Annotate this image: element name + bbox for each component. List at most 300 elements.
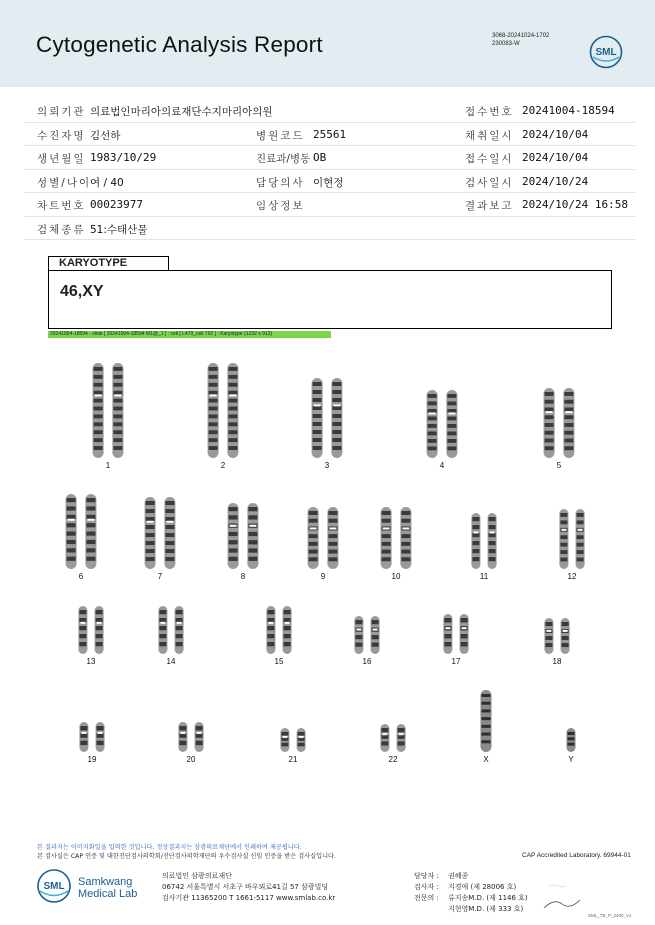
- chromosome-band: [96, 610, 103, 614]
- info-row: [24, 193, 636, 217]
- chromosome-band: [545, 622, 552, 626]
- chromosome-band: [332, 430, 341, 434]
- centromere: [445, 627, 450, 629]
- chromosome-band: [355, 620, 362, 624]
- centromere: [382, 733, 387, 735]
- chromosome-band: [97, 741, 104, 746]
- chromosome-band: [328, 511, 337, 515]
- chromosome-band: [179, 726, 186, 731]
- chromosome-band: [428, 439, 437, 443]
- centromere: [546, 630, 551, 632]
- chromosome-band: [372, 643, 379, 647]
- chromosome-band: [372, 635, 379, 639]
- chromosome-band: [372, 620, 379, 624]
- chromosome-band: [313, 414, 322, 418]
- patient-info-table: [24, 99, 636, 240]
- chromosome-band: [94, 422, 103, 426]
- hospital-code-label: 병원코드: [256, 129, 305, 142]
- chromosome-band: [209, 414, 218, 418]
- centromere: [114, 394, 121, 396]
- centromere: [563, 630, 568, 632]
- staff-row: [414, 893, 528, 904]
- chromosome-band: [209, 446, 218, 450]
- chromosome-band: [209, 367, 218, 371]
- chromosome-band: [577, 520, 584, 524]
- chromosome-band: [165, 533, 174, 537]
- chromosome-band: [577, 550, 584, 554]
- chromosome-band: [562, 622, 569, 626]
- chromosome-band: [332, 382, 341, 386]
- chromosome-band: [113, 375, 122, 379]
- chromosome-pair-4: [427, 390, 458, 470]
- chromosome-band: [447, 439, 456, 443]
- chromosome-pair-8: [228, 503, 259, 581]
- chromosome-pair-14: [158, 606, 183, 666]
- chromosome-band: [382, 519, 391, 523]
- chromosome-pair-22: [380, 724, 405, 764]
- chromosome-band: [196, 741, 203, 746]
- centromere: [299, 736, 304, 738]
- centromere: [565, 411, 572, 413]
- centromere: [97, 622, 102, 624]
- chromosome-pair-12: [559, 509, 584, 581]
- centromere: [68, 519, 75, 521]
- centromere: [462, 627, 467, 629]
- karyotype-result: 46,XY: [60, 283, 104, 300]
- chromosome-band: [545, 636, 552, 640]
- centromere: [448, 412, 455, 414]
- specimen-label: 검체종류: [37, 223, 86, 236]
- chromosome-band: [428, 394, 437, 398]
- chromosome-band: [113, 430, 122, 434]
- chromosome-band: [472, 517, 479, 521]
- chromosome-band: [209, 422, 218, 426]
- staff-row: [414, 904, 528, 915]
- staff-role: 담당자 :: [414, 872, 439, 880]
- chromosome-band: [97, 733, 104, 738]
- chromosome-band: [577, 558, 584, 562]
- chromosome-band: [568, 732, 575, 735]
- chromosome-band: [159, 634, 166, 638]
- chromosome-band: [545, 408, 554, 412]
- chromosome-band: [165, 501, 174, 505]
- karyotype-result-box: [48, 270, 612, 329]
- chromosome-band: [248, 515, 257, 519]
- chromosome-band: [472, 541, 479, 545]
- chromosome-band: [447, 394, 456, 398]
- chromosome-band: [209, 391, 218, 395]
- chromosome-pair-1: [93, 363, 124, 470]
- chromosome-band: [381, 735, 388, 739]
- chromosome-band: [489, 533, 496, 537]
- centromere: [402, 527, 409, 529]
- chromosome-band: [146, 541, 155, 545]
- chromosome-band: [165, 557, 174, 561]
- chromosome-band: [401, 542, 410, 546]
- chromosome-band: [313, 382, 322, 386]
- dob-value: 1983/10/29: [90, 151, 157, 164]
- chromosome-band: [447, 409, 456, 413]
- chromosome-band: [165, 541, 174, 545]
- centromere: [166, 521, 173, 523]
- chromosome-band: [489, 517, 496, 521]
- chromosome-band: [67, 532, 76, 536]
- centromere: [333, 404, 340, 406]
- centromere: [356, 629, 361, 631]
- chart-no-value: 00023977: [90, 198, 143, 211]
- receipt-no-value: 20241004-18594: [522, 104, 615, 117]
- chromosome-band: [209, 407, 218, 411]
- chromosome-band: [209, 375, 218, 379]
- chromosome-pair-20: [178, 722, 203, 764]
- chromosome-band: [94, 414, 103, 418]
- cap-accreditation: CAP Accredited Laboratory. 69944-01: [522, 852, 631, 859]
- chromosome-band: [146, 557, 155, 561]
- chromosome-band: [113, 367, 122, 371]
- chromosome-band: [159, 610, 166, 614]
- chromosome-band: [86, 540, 95, 544]
- lab-contact: 검사기관 11365200 T 1661-5117 www.smlab.co.kr: [162, 894, 336, 902]
- chromosome-band: [564, 439, 573, 443]
- chromosome-band: [401, 534, 410, 538]
- sex-age-value: 여 / 40: [90, 176, 124, 189]
- chromosome-label: 6: [78, 572, 84, 581]
- chromosome-band: [179, 733, 186, 738]
- receipt-no-label: 접수번호: [465, 106, 514, 118]
- centromere: [80, 622, 85, 624]
- info-row: [24, 170, 636, 194]
- patient-value: 김선하: [90, 129, 121, 142]
- chromosome-band: [355, 635, 362, 639]
- samkwang-logo: [36, 868, 72, 904]
- collection-date-label: 채취일시: [465, 129, 514, 142]
- chromosome-band: [86, 548, 95, 552]
- sml-logo: [589, 35, 623, 69]
- chromosome-band: [113, 446, 122, 450]
- chromosome-pair-16: [354, 616, 379, 666]
- chromosome-band: [267, 642, 274, 646]
- chromosome-band: [309, 534, 318, 538]
- chromosome-band: [401, 557, 410, 561]
- chromosome-band: [472, 557, 479, 561]
- brand-line1: Samkwang: [78, 876, 133, 888]
- chromosome-band: [79, 626, 86, 630]
- result-report-label: 결과보고: [465, 200, 514, 212]
- centromere: [95, 394, 102, 396]
- chromosome-pair-13: [78, 606, 103, 666]
- collection-date-value: 2024/10/04: [522, 127, 589, 141]
- chromosome-band: [113, 383, 122, 387]
- chromosome-band: [67, 557, 76, 561]
- chromosome-band: [313, 438, 322, 442]
- chromosome-band: [67, 548, 76, 552]
- chromosome-band: [482, 740, 491, 743]
- chromosome-band: [472, 549, 479, 553]
- centromere: [546, 411, 553, 413]
- chromosome-band: [560, 558, 567, 562]
- chromosome-band: [545, 423, 554, 427]
- chromosome-band: [267, 610, 274, 614]
- chromosome-band: [560, 520, 567, 524]
- chromosome-band: [284, 634, 291, 638]
- lab-org: 의료법인 삼광의료재단: [162, 872, 232, 880]
- chromosome-band: [313, 406, 322, 410]
- chromosome-band: [284, 626, 291, 630]
- chromosome-band: [86, 557, 95, 561]
- chromosome-band: [428, 447, 437, 451]
- chromosome-band: [146, 549, 155, 553]
- clinical-info-label: 임상정보: [256, 200, 305, 212]
- chromosome-band: [94, 391, 103, 395]
- centromere: [249, 525, 256, 527]
- chromosome-band: [94, 375, 103, 379]
- staff-role: 전문의 :: [414, 894, 439, 902]
- chromosome-band: [447, 417, 456, 421]
- chromosome-band: [113, 391, 122, 395]
- chromosome-band: [228, 407, 237, 411]
- centromere: [329, 527, 336, 529]
- chromosome-band: [79, 634, 86, 638]
- chromosome-band: [482, 694, 491, 697]
- received-date-value: 2024/10/04: [522, 151, 589, 164]
- patient-label: 수진자명: [37, 129, 86, 142]
- chromosome-band: [146, 509, 155, 513]
- info-row: [24, 99, 636, 123]
- chromosome-pair-2: [208, 363, 239, 470]
- chromosome-band: [332, 406, 341, 410]
- chromosome-pair-Y: [567, 728, 576, 764]
- chromosome-band: [328, 519, 337, 523]
- chromosome-band: [229, 532, 238, 536]
- footer-logo-text: SML: [43, 881, 65, 892]
- chromosome-band: [146, 533, 155, 537]
- chromosome-label: 5: [556, 461, 562, 470]
- chromosome-band: [176, 618, 183, 622]
- lab-street: 06742 서울특별시 서초구 바우뫼로41길 57 삼광빌딩: [162, 883, 329, 891]
- centromere: [310, 527, 317, 529]
- chromosome-label: 3: [324, 461, 330, 470]
- chromosome-label: X: [483, 755, 489, 764]
- chromosome-pair-19: [79, 722, 104, 764]
- centromere: [98, 732, 103, 734]
- chromosome-label: 22: [388, 755, 398, 764]
- staff-name: 지현영M.D. (제 333 호): [448, 905, 524, 913]
- chromosome-band: [398, 728, 405, 732]
- report-notes: [37, 843, 336, 861]
- chromosome-band: [196, 733, 203, 738]
- chromosome-band: [284, 610, 291, 614]
- chromosome-band: [229, 507, 238, 511]
- chromosome-band: [560, 550, 567, 554]
- chromosome-band: [472, 525, 479, 529]
- centromere: [230, 525, 237, 527]
- chromosome-band: [482, 717, 491, 720]
- chromosome-band: [96, 642, 103, 646]
- chromosome-band: [228, 414, 237, 418]
- centromere: [81, 732, 86, 734]
- chromosome-band: [80, 741, 87, 746]
- centromere: [210, 394, 217, 396]
- note-accreditation: 본 검사실은 CAP 인증 및 대한진단검사의학회/진단검사의학재단의 우수검사실 신임 인증을 받은 검사실입니다.: [37, 853, 336, 860]
- chromosome-pair-X: [481, 690, 492, 764]
- chromosome-band: [146, 501, 155, 505]
- centromere: [578, 529, 583, 531]
- chromosome-band: [428, 409, 437, 413]
- karyotype-tab: KARYOTYPE: [48, 256, 169, 270]
- chromosome-band: [229, 540, 238, 544]
- centromere: [160, 622, 165, 624]
- centromere: [229, 394, 236, 396]
- chromosome-band: [461, 634, 468, 639]
- doctor-value: 이현정: [313, 176, 344, 189]
- chromosome-band: [94, 407, 103, 411]
- chromosome-label: 13: [86, 657, 96, 666]
- chromosome-band: [284, 642, 291, 646]
- chromosome-band: [228, 383, 237, 387]
- chromosome-label: 11: [479, 572, 489, 581]
- chromosome-band: [428, 424, 437, 428]
- chromosome-band: [382, 557, 391, 561]
- chromosome-band: [67, 540, 76, 544]
- chromosome-label: 7: [157, 572, 163, 581]
- report-header: [0, 0, 655, 87]
- chromosome-label: 21: [288, 755, 298, 764]
- staff-name: 류지송M.D. (제 1146 호): [448, 894, 528, 902]
- chromosome-band: [113, 407, 122, 411]
- chromosome-band: [113, 414, 122, 418]
- chromosome-band: [298, 732, 305, 736]
- chromosome-pair-7: [145, 497, 176, 581]
- chromosome-band: [229, 515, 238, 519]
- chromosome-band: [248, 548, 257, 552]
- report-meta-line2: 230083-W: [492, 41, 520, 47]
- chromosome-band: [461, 642, 468, 647]
- chromosome-pair-15: [266, 606, 291, 666]
- chromosome-band: [444, 642, 451, 647]
- received-date-label: 접수일시: [465, 153, 514, 165]
- chromosome-band: [248, 557, 257, 561]
- specimen-value: 51:수태산물: [90, 223, 148, 236]
- chromosome-band: [228, 399, 237, 403]
- chromosome-band: [146, 525, 155, 529]
- chromosome-band: [461, 618, 468, 623]
- chromosome-band: [248, 507, 257, 511]
- chromosome-band: [562, 643, 569, 647]
- chromosome-label: 4: [439, 461, 445, 470]
- chromosome-band: [428, 432, 437, 436]
- chromosome-band: [79, 610, 86, 614]
- info-row: [24, 217, 636, 241]
- chromosome-band: [146, 517, 155, 521]
- chromosome-pair-6: [66, 494, 97, 581]
- chromosome-label: 14: [166, 657, 176, 666]
- chromosome-band: [309, 542, 318, 546]
- chromosome-band: [94, 430, 103, 434]
- chromosome-label: 2: [220, 461, 226, 470]
- centromere: [473, 531, 478, 533]
- lab-address: [162, 871, 335, 904]
- logo-text: SML: [595, 47, 617, 58]
- chromosome-band: [309, 557, 318, 561]
- chromosome-band: [428, 417, 437, 421]
- chromosome-band: [328, 550, 337, 554]
- chromosome-band: [281, 732, 288, 736]
- chart-no-label: 차트번호: [37, 200, 86, 212]
- chromosome-band: [229, 557, 238, 561]
- chromosome-label: 18: [552, 657, 562, 666]
- chromosome-band: [447, 432, 456, 436]
- chromosome-band: [489, 525, 496, 529]
- chromosome-band: [545, 415, 554, 419]
- chromosome-label: 15: [274, 657, 284, 666]
- chromosome-label: 12: [567, 572, 577, 581]
- chromosome-band: [94, 438, 103, 442]
- chromosome-band: [401, 519, 410, 523]
- chromosome-band: [97, 726, 104, 731]
- centromere: [147, 521, 154, 523]
- chromosome-band: [228, 367, 237, 371]
- chromosome-band: [444, 634, 451, 639]
- chromosome-band: [560, 535, 567, 539]
- sex-age-label: 성별/나이: [37, 176, 92, 189]
- chromosome-band: [564, 446, 573, 450]
- chromosome-band: [313, 446, 322, 450]
- chromosome-band: [86, 532, 95, 536]
- chromosome-band: [96, 634, 103, 638]
- staff-row: [414, 871, 528, 882]
- chromosome-band: [67, 523, 76, 527]
- chromosome-band: [545, 392, 554, 396]
- centromere: [177, 622, 182, 624]
- chromosome-band: [568, 737, 575, 740]
- centromere: [180, 732, 185, 734]
- centromere: [197, 732, 202, 734]
- dept-label: 진료과/병동: [256, 153, 311, 165]
- chromosome-band: [545, 431, 554, 435]
- result-report-value: 2024/10/24 16:58: [522, 198, 628, 211]
- chromosome-band: [545, 446, 554, 450]
- chromosome-band: [67, 506, 76, 510]
- chromosome-band: [284, 618, 291, 622]
- centromere: [490, 531, 495, 533]
- chromosome-label: 20: [186, 755, 196, 764]
- chromosome-band: [67, 498, 76, 502]
- centromere: [373, 629, 378, 631]
- institution-value: 의료법인마리아의료재단수지마리아의원: [90, 106, 273, 118]
- chromosome-band: [309, 511, 318, 515]
- chromosome-pair-5: [544, 388, 575, 470]
- chromosome-band: [381, 741, 388, 745]
- chromosome-band: [482, 709, 491, 712]
- note-image-disclaimer: 본 결과지는 이미지화일을 입력한 것입니다. 정상결과지는 삼광의료재단에서 인쇄하여 제공됩니다.: [37, 844, 302, 851]
- doctor-label: 담당의사: [256, 176, 305, 189]
- dob-label: 생년월일: [37, 153, 86, 165]
- chromosome-band: [564, 408, 573, 412]
- chromosome-band: [472, 533, 479, 537]
- chromosome-band: [209, 383, 218, 387]
- chromosome-band: [568, 743, 575, 746]
- chromosome-label: 19: [87, 755, 97, 764]
- chromosome-band: [209, 399, 218, 403]
- chromosome-label: 16: [362, 657, 372, 666]
- centromere: [285, 622, 290, 624]
- chromosome-band: [228, 430, 237, 434]
- staff-name: 지경애 (제 28006 호): [448, 883, 517, 891]
- chromosome-band: [309, 550, 318, 554]
- chromosome-band: [313, 430, 322, 434]
- chromosome-band: [313, 422, 322, 426]
- chromosome-band: [562, 636, 569, 640]
